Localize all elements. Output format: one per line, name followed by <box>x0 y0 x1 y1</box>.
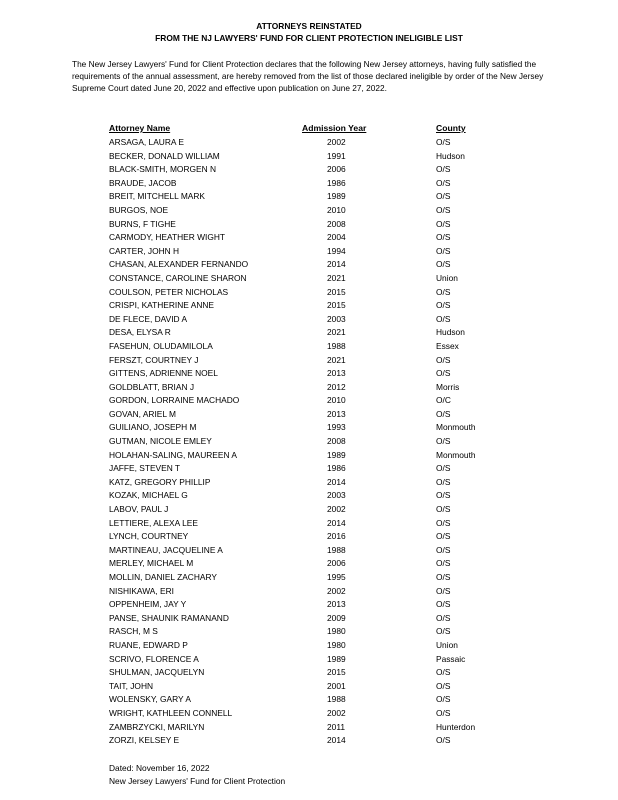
admission-year-cell: 2010 <box>327 204 346 215</box>
county-cell: O/S <box>436 626 451 637</box>
attorney-name-cell: ZORZI, KELSEY E <box>109 735 180 746</box>
attorney-name-cell: TAIT, JOHN <box>109 680 154 691</box>
county-cell: O/S <box>436 599 451 610</box>
table-row <box>0 734 618 748</box>
table-row <box>0 571 618 585</box>
table-row <box>0 503 618 517</box>
attorney-name-cell: JAFFE, STEVEN T <box>109 463 181 474</box>
county-cell: O/S <box>436 137 451 147</box>
table-row <box>0 421 618 435</box>
table-row <box>0 435 618 449</box>
county-cell: Monmouth <box>436 449 476 460</box>
county-cell: O/S <box>436 259 451 270</box>
table-row <box>0 408 618 422</box>
county-cell: Union <box>436 639 458 650</box>
county-cell: O/S <box>436 354 451 365</box>
table-row <box>0 245 618 259</box>
county-cell: O/S <box>436 531 451 542</box>
attorney-name-cell: COULSON, PETER NICHOLAS <box>109 286 229 297</box>
table-row <box>0 557 618 571</box>
county-cell: O/S <box>436 735 451 746</box>
attorney-name-cell: ARSAGA, LAURA E <box>109 137 184 147</box>
county-cell: O/C <box>436 395 451 406</box>
admission-year-cell: 2015 <box>327 300 346 311</box>
admission-year-cell: 1989 <box>327 449 346 460</box>
attorney-name-cell: CONSTANCE, CAROLINE SHARON <box>109 272 247 283</box>
county-cell: O/S <box>436 707 451 718</box>
admission-year-cell: 2021 <box>327 327 346 338</box>
admission-year-cell: 2008 <box>327 218 346 229</box>
attorney-name-cell: RUANE, EDWARD P <box>109 639 188 650</box>
admission-year-cell: 2013 <box>327 368 346 379</box>
county-cell: O/S <box>436 680 451 691</box>
admission-year-cell: 2002 <box>327 585 346 596</box>
county-cell: Hudson <box>436 327 465 338</box>
admission-year-cell: 2013 <box>327 408 346 419</box>
attorney-name-cell: SHULMAN, JACQUELYN <box>109 667 205 678</box>
county-cell: O/S <box>436 218 451 229</box>
county-cell: O/S <box>436 463 451 474</box>
attorney-name-cell: DESA, ELYSA R <box>109 327 171 338</box>
admission-year-cell: 1991 <box>327 150 346 161</box>
admission-year-cell: 1980 <box>327 626 346 637</box>
table-row <box>0 299 618 313</box>
table-row <box>0 517 618 531</box>
attorney-name-cell: BRAUDE, JACOB <box>109 177 177 188</box>
table-row <box>0 150 618 164</box>
county-cell: O/S <box>436 544 451 555</box>
attorney-name-cell: CARMODY, HEATHER WIGHT <box>109 232 226 243</box>
admission-year-cell: 1988 <box>327 544 346 555</box>
admission-year-cell: 1988 <box>327 340 346 351</box>
admission-year-cell: 1988 <box>327 694 346 705</box>
attorney-name-cell: CRISPI, KATHERINE ANNE <box>109 300 215 311</box>
county-cell: O/S <box>436 408 451 419</box>
table-row <box>0 666 618 680</box>
admission-year-cell: 2010 <box>327 395 346 406</box>
county-cell: O/S <box>436 286 451 297</box>
county-cell: Union <box>436 272 458 283</box>
table-row <box>0 612 618 626</box>
attorney-name-cell: GUILIANO, JOSEPH M <box>109 422 197 433</box>
admission-year-cell: 1994 <box>327 245 346 256</box>
table-row <box>0 544 618 558</box>
admission-year-cell: 1989 <box>327 191 346 202</box>
attorney-name-cell: GUTMAN, NICOLE EMLEY <box>109 436 212 447</box>
table-row <box>0 721 618 735</box>
table-row <box>0 313 618 327</box>
intro-paragraph: The New Jersey Lawyers' Fund for Client Protection declares that the following New Jersey attorneys, having fully satisfied the requirements of the annual assessment, are hereby removed from the list of those declared ineligible by order of the New Jersey Supreme Court dated June 20, 2022 and effective upon publication on June 27, 2022. <box>72 59 544 93</box>
attorney-name-cell: SCRIVO, FLORENCE A <box>109 653 199 664</box>
table-row <box>0 367 618 381</box>
admission-year-cell: 1986 <box>327 177 346 188</box>
attorney-name-cell: OPPENHEIM, JAY Y <box>109 599 187 610</box>
admission-year-cell: 2013 <box>327 599 346 610</box>
table-row <box>0 272 618 286</box>
table-row <box>0 530 618 544</box>
admission-year-cell: 2015 <box>327 286 346 297</box>
county-cell: O/S <box>436 177 451 188</box>
admission-year-cell: 2011 <box>327 721 346 732</box>
attorney-name-cell: NISHIKAWA, ERI <box>109 585 174 596</box>
attorney-name-cell: PANSE, SHAUNIK RAMANAND <box>109 612 229 623</box>
admission-year-cell: 2015 <box>327 667 346 678</box>
attorney-name-cell: MARTINEAU, JACQUELINE A <box>109 544 223 555</box>
table-row <box>0 598 618 612</box>
admission-year-cell: 2002 <box>327 707 346 718</box>
admission-year-cell: 2006 <box>327 558 346 569</box>
admission-year-cell: 2012 <box>327 381 346 392</box>
attorney-name-cell: BURGOS, NOE <box>109 204 169 215</box>
admission-year-cell: 2003 <box>327 490 346 501</box>
attorney-name-cell: GOLDBLATT, BRIAN J <box>109 381 195 392</box>
attorney-name-cell: GITTENS, ADRIENNE NOEL <box>109 368 218 379</box>
county-cell: O/S <box>436 300 451 311</box>
attorney-name-cell: BREIT, MITCHELL MARK <box>109 191 206 202</box>
admission-year-cell: 2014 <box>327 259 346 270</box>
admission-year-cell: 2003 <box>327 313 346 324</box>
attorney-name-cell: LETTIERE, ALEXA LEE <box>109 517 198 528</box>
table-row <box>0 462 618 476</box>
table-row <box>0 231 618 245</box>
table-row <box>0 177 618 191</box>
header-county: County <box>436 123 466 133</box>
county-cell: O/S <box>436 490 451 501</box>
table-row <box>0 163 618 177</box>
admission-year-cell: 2014 <box>327 517 346 528</box>
table-row <box>0 326 618 340</box>
county-cell: O/S <box>436 558 451 569</box>
table-row <box>0 653 618 667</box>
attorney-name-cell: WRIGHT, KATHLEEN CONNELL <box>109 707 233 718</box>
attorney-name-cell: GORDON, LORRAINE MACHADO <box>109 395 240 406</box>
attorney-name-cell: MOLLIN, DANIEL ZACHARY <box>109 572 217 582</box>
admission-year-cell: 2021 <box>327 354 346 365</box>
attorney-name-cell: BECKER, DONALD WILLIAM <box>109 150 220 161</box>
table-row <box>0 489 618 503</box>
table-row <box>0 286 618 300</box>
county-cell: Hunterdon <box>436 721 476 732</box>
county-cell: O/S <box>436 313 451 324</box>
attorney-name-cell: WOLENSKY, GARY A <box>109 694 191 705</box>
admission-year-cell: 1989 <box>327 653 346 664</box>
county-cell: Essex <box>436 340 459 351</box>
table-row <box>0 476 618 490</box>
admission-year-cell: 2004 <box>327 232 346 243</box>
county-cell: O/S <box>436 191 451 202</box>
header-admission-year: Admission Year <box>302 123 367 133</box>
county-cell: Morris <box>436 381 460 392</box>
attorney-name-cell: CARTER, JOHN H <box>109 245 180 256</box>
header-attorney-name: Attorney Name <box>109 123 171 133</box>
table-row <box>0 394 618 408</box>
attorney-name-cell: BLACK-SMITH, MORGEN N <box>109 164 217 175</box>
attorney-name-cell: LYNCH, COURTNEY <box>109 531 189 542</box>
county-cell: O/S <box>436 245 451 256</box>
table-header-row <box>0 122 618 134</box>
table-row <box>0 693 618 707</box>
attorney-name-cell: LABOV, PAUL J <box>109 504 169 515</box>
attorney-name-cell: GOVAN, ARIEL M <box>109 408 177 419</box>
table-row <box>0 204 618 218</box>
admission-year-cell: 2016 <box>327 531 346 542</box>
county-cell: O/S <box>436 612 451 623</box>
table-row <box>0 449 618 463</box>
admission-year-cell: 1993 <box>327 422 346 433</box>
admission-year-cell: 1986 <box>327 463 346 474</box>
attorney-name-cell: MERLEY, MICHAEL M <box>109 558 194 569</box>
admission-year-cell: 2002 <box>327 137 346 147</box>
attorney-table <box>0 136 618 748</box>
county-cell: O/S <box>436 232 451 243</box>
county-cell: O/S <box>436 517 451 528</box>
signature-line: New Jersey Lawyers' Fund for Client Protection <box>109 776 286 786</box>
county-cell: O/S <box>436 476 451 487</box>
county-cell: O/S <box>436 694 451 705</box>
document-subtitle: FROM THE NJ LAWYERS' FUND FOR CLIENT PROTECTION INELIGIBLE LIST <box>155 33 463 43</box>
county-cell: O/S <box>436 572 451 582</box>
table-row <box>0 136 618 150</box>
admission-year-cell: 2009 <box>327 612 346 623</box>
attorney-name-cell: FERSZT, COURTNEY J <box>109 354 199 365</box>
attorney-name-cell: BURNS, F TIGHE <box>109 218 176 229</box>
attorney-name-cell: KOZAK, MICHAEL G <box>109 490 188 501</box>
attorney-name-cell: FASEHUN, OLUDAMILOLA <box>109 340 213 351</box>
county-cell: Passaic <box>436 653 466 664</box>
dated-line: Dated: November 16, 2022 <box>109 763 210 773</box>
county-cell: O/S <box>436 164 451 175</box>
attorney-name-cell: HOLAHAN-SALING, MAUREEN A <box>109 449 237 460</box>
county-cell: O/S <box>436 585 451 596</box>
admission-year-cell: 2014 <box>327 476 346 487</box>
admission-year-cell: 2014 <box>327 735 346 746</box>
table-row <box>0 340 618 354</box>
county-cell: O/S <box>436 504 451 515</box>
admission-year-cell: 1995 <box>327 572 346 582</box>
table-row <box>0 190 618 204</box>
table-row <box>0 585 618 599</box>
attorney-name-cell: DE FLECE, DAVID A <box>109 313 188 324</box>
table-row <box>0 707 618 721</box>
county-cell: O/S <box>436 436 451 447</box>
table-row <box>0 354 618 368</box>
table-row <box>0 381 618 395</box>
county-cell: Monmouth <box>436 422 476 433</box>
attorney-name-cell: CHASAN, ALEXANDER FERNANDO <box>109 259 249 270</box>
attorney-name-cell: ZAMBRZYCKI, MARILYN <box>109 721 205 732</box>
admission-year-cell: 2001 <box>327 680 346 691</box>
county-cell: Hudson <box>436 150 465 161</box>
admission-year-cell: 2021 <box>327 272 346 283</box>
admission-year-cell: 2002 <box>327 504 346 515</box>
document-title: ATTORNEYS REINSTATED <box>256 21 362 31</box>
county-cell: O/S <box>436 667 451 678</box>
table-row <box>0 258 618 272</box>
table-row <box>0 680 618 694</box>
county-cell: O/S <box>436 368 451 379</box>
admission-year-cell: 2006 <box>327 164 346 175</box>
table-row <box>0 625 618 639</box>
table-row <box>0 639 618 653</box>
table-row <box>0 218 618 232</box>
county-cell: O/S <box>436 204 451 215</box>
admission-year-cell: 1980 <box>327 639 346 650</box>
attorney-name-cell: KATZ, GREGORY PHILLIP <box>109 476 211 487</box>
admission-year-cell: 2008 <box>327 436 346 447</box>
attorney-name-cell: RASCH, M S <box>109 626 158 637</box>
